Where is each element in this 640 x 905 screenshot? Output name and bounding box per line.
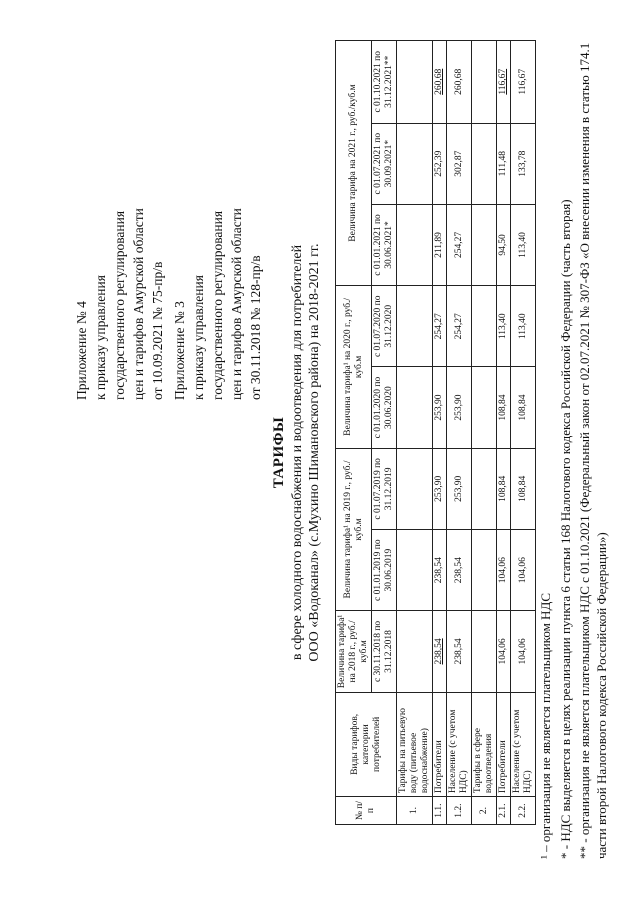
header-tariff-kind: Виды тарифов, категории потребителей <box>336 692 397 797</box>
table-cell <box>472 123 497 204</box>
row-number: 1. <box>397 797 433 825</box>
row-label: Потребители <box>497 692 511 797</box>
table-row <box>472 41 497 825</box>
table-row <box>497 41 511 825</box>
table-cell: 238,54 <box>433 530 447 611</box>
table-cell <box>397 204 433 285</box>
table-cell: 116,67 <box>497 41 511 124</box>
table-cell: 113,40 <box>511 286 536 367</box>
row-label: Население (с учетом НДС) <box>447 692 472 797</box>
row-label: Тарифы на питьевую воду (питьевое водоснабжение) <box>397 692 433 797</box>
header-period: с 01.01.2020 по 30.06.2020 <box>372 367 397 448</box>
table-cell: 111,48 <box>497 123 511 204</box>
header-2019: Величина тарифа¹ на 2019 г., руб./куб.м <box>336 448 372 611</box>
table-cell: 113,40 <box>511 204 536 285</box>
table-cell: 116,67 <box>511 41 536 124</box>
table-cell: 108,84 <box>511 448 536 529</box>
table-cell: 253,90 <box>447 367 472 448</box>
appendix-3-line: от 30.11.2018 № 128-пр/в <box>248 255 263 400</box>
footnote-vat-law: ** - организация не является плательщиком НДС с 01.10.2021 (Федеральный закон от 02.07.2021 № 307-ФЗ «О внесении изменения в статью 174.1 части второй Налогового кодекса Российской Федерации») <box>577 42 609 859</box>
table-cell: 94,50 <box>497 204 511 285</box>
table-cell <box>397 367 433 448</box>
table-cell <box>472 41 497 124</box>
appendix-3-line: Приложение № 3 <box>172 301 187 400</box>
table-row <box>511 41 536 825</box>
document-subtitle-line: в сфере холодного водоснабжения и водоотведения для потребителей <box>290 244 305 661</box>
table-cell <box>472 367 497 448</box>
table-cell <box>397 448 433 529</box>
appendix-4-line: Приложение № 4 <box>74 301 89 400</box>
table-cell: 108,84 <box>497 367 511 448</box>
table-cell <box>397 286 433 367</box>
header-period: с 01.01.2021 по 30.06.2021* <box>372 204 397 285</box>
table-cell: 108,84 <box>497 448 511 529</box>
row-number: 2. <box>472 797 497 825</box>
row-number: 1.2. <box>447 797 472 825</box>
table-cell: 238,54 <box>447 611 472 692</box>
table-cell: 104,06 <box>497 530 511 611</box>
table-cell: 260,68 <box>433 41 447 124</box>
table-cell: 108,84 <box>511 367 536 448</box>
header-2018: Величина тарифа¹ на 2018 г., руб./куб.м <box>336 611 372 692</box>
table-cell: 253,90 <box>433 367 447 448</box>
document-title-block <box>270 0 323 905</box>
header-period: с 01.10.2021 по 31.12.2021** <box>372 41 397 124</box>
appendix-4-line: государственного регулирования <box>112 210 127 400</box>
table-row <box>433 41 447 825</box>
table-cell: 238,54 <box>433 611 447 692</box>
appendix-4-line: цен и тарифов Амурской области <box>131 208 146 400</box>
table-cell <box>472 204 497 285</box>
table-row <box>397 41 433 825</box>
row-number: 2.1. <box>497 797 511 825</box>
footnote-vat-allocation: * - НДС выделяется в целях реализации пункта 6 статьи 168 Налогового кодекса Российской Федерации (часть вторая) <box>558 199 573 859</box>
tariff-table <box>335 40 536 825</box>
header-period: с 01.07.2020 по 31.12.2020 <box>372 286 397 367</box>
footnote-vat-payer: ¹ – организация не является плательщиком НДС <box>538 593 553 859</box>
appendix-4-line: от 10.09.2021 № 75-пр/в <box>150 261 165 400</box>
table-cell <box>472 530 497 611</box>
table-cell: 211,89 <box>433 204 447 285</box>
header-period: с 30.11.2018 по 31.12.2018 <box>372 611 397 692</box>
table-cell <box>397 123 433 204</box>
table-row <box>447 41 472 825</box>
table-cell: 238,54 <box>447 530 472 611</box>
table-cell <box>472 448 497 529</box>
table-cell <box>472 611 497 692</box>
row-label: Потребители <box>433 692 447 797</box>
appendix-3-line: цен и тарифов Амурской области <box>229 208 244 400</box>
header-2020: Величина тарифа¹ на 2020 г., руб./куб.м <box>336 286 372 449</box>
table-cell <box>397 530 433 611</box>
header-number: № п/п <box>336 797 397 825</box>
table-cell: 254,27 <box>447 204 472 285</box>
table-cell: 104,06 <box>511 611 536 692</box>
header-2021: Величина тарифа на 2021 г., руб./куб.м <box>336 41 372 286</box>
row-number: 1.1. <box>433 797 447 825</box>
row-number: 2.2. <box>511 797 536 825</box>
appendix-3-line: к приказу управления <box>191 275 206 400</box>
table-cell: 252,39 <box>433 123 447 204</box>
table-cell: 260,68 <box>447 41 472 124</box>
table-cell: 254,27 <box>433 286 447 367</box>
appendix-3-header <box>170 208 265 400</box>
header-period: с 01.07.2019 по 31.12.2019 <box>372 448 397 529</box>
table-cell <box>397 611 433 692</box>
table-cell: 302,87 <box>447 123 472 204</box>
header-period: с 01.07.2021 по 30.09.2021* <box>372 123 397 204</box>
table-cell <box>397 41 433 124</box>
appendix-3-line: государственного регулирования <box>210 210 225 400</box>
row-label: Население (с учетом НДС) <box>511 692 536 797</box>
table-cell: 254,27 <box>447 286 472 367</box>
table-cell: 253,90 <box>433 448 447 529</box>
document-title: ТАРИФЫ <box>271 416 287 489</box>
table-cell: 113,40 <box>497 286 511 367</box>
row-label: Тарифы в сфере водоотведения <box>472 692 497 797</box>
table-cell <box>472 286 497 367</box>
table-cell: 104,06 <box>511 530 536 611</box>
table-cell: 104,06 <box>497 611 511 692</box>
appendix-4-header <box>72 208 167 400</box>
header-period: с 01.01.2019 по 30.06.2019 <box>372 530 397 611</box>
appendix-4-line: к приказу управления <box>93 275 108 400</box>
document-subtitle-line: ООО «Водоканал» (с.Мухино Шимановского района) на 2018-2021 гг. <box>307 243 322 662</box>
table-cell: 133,78 <box>511 123 536 204</box>
table-cell: 253,90 <box>447 448 472 529</box>
